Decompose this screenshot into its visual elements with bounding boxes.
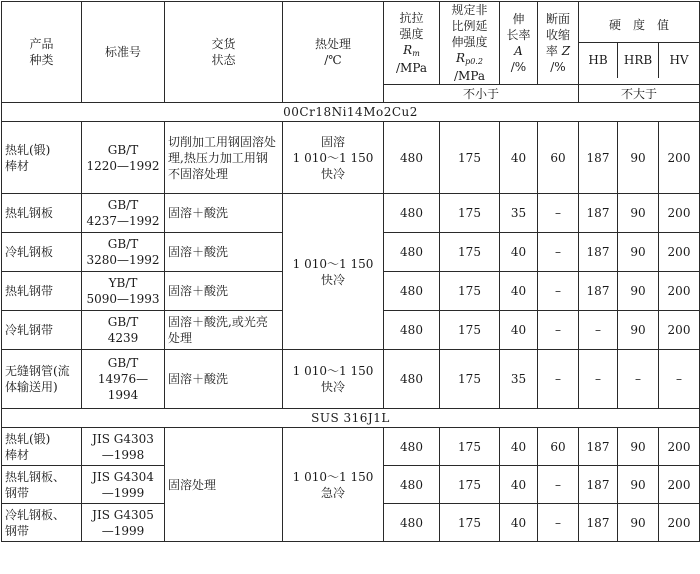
header-tensile: 抗拉 强度 Rm /MPa (384, 2, 440, 85)
cell-hv: 200 (659, 466, 700, 504)
cell-standard: JIS G4305 —1999 (82, 504, 165, 542)
cell-hv: 200 (659, 272, 700, 311)
cell-hrb: 90 (618, 428, 659, 466)
cell-a: 35 (500, 194, 538, 233)
cell-rm: 480 (384, 350, 440, 409)
cell-hb: 187 (579, 194, 618, 233)
cell-product: 热轧钢板 (2, 194, 82, 233)
cell-product: 冷轧钢带 (2, 311, 82, 350)
cell-hv: – (659, 350, 700, 409)
cell-hrb: 90 (618, 466, 659, 504)
cell-hrb: 90 (618, 272, 659, 311)
cell-standard: JIS G4304 —1999 (82, 466, 165, 504)
cell-hb: 187 (579, 428, 618, 466)
header-reduction: 断面 收缩 率 Z /% (538, 2, 579, 85)
cell-rm: 480 (384, 122, 440, 194)
cell-z: – (538, 350, 579, 409)
not-more-than: 不大于 (579, 85, 700, 103)
cell-rm: 480 (384, 233, 440, 272)
cell-hv: 200 (659, 122, 700, 194)
cell-rp: 175 (440, 194, 500, 233)
cell-standard: GB/T 4237—1992 (82, 194, 165, 233)
cell-a: 40 (500, 504, 538, 542)
header-hv: HV (669, 53, 689, 67)
cell-hv: 200 (659, 311, 700, 350)
cell-hb: 187 (579, 233, 618, 272)
cell-hb: 187 (579, 122, 618, 194)
cell-heat: 1 010～1 150 快冷 (283, 350, 384, 409)
cell-hb: – (579, 311, 618, 350)
section-title: 00Cr18Ni14Mo2Cu2 (2, 103, 700, 122)
cell-product: 热轧钢板、 钢带 (2, 466, 82, 504)
cell-z: – (538, 504, 579, 542)
cell-hv: 200 (659, 194, 700, 233)
section-title-row (2, 409, 700, 428)
cell-a: 40 (500, 311, 538, 350)
not-less-than: 不小于 (384, 85, 579, 103)
header-hb: HB (579, 43, 618, 78)
cell-product: 无缝钢管(流体输送用) (2, 350, 82, 409)
cell-standard: JIS G4303 —1998 (82, 428, 165, 466)
cell-heat-shared: 1 010～1 150 急冷 (283, 428, 384, 542)
cell-heat-shared: 1 010～1 150 快冷 (283, 194, 384, 350)
cell-rm: 480 (384, 194, 440, 233)
cell-hrb: 90 (618, 194, 659, 233)
cell-heat: 固溶 1 010～1 150 快冷 (283, 122, 384, 194)
table-row (2, 122, 700, 194)
cell-product: 热轧(锻) 棒材 (2, 428, 82, 466)
header-heat-treatment: 热处理 /℃ (283, 2, 384, 103)
cell-rp: 175 (440, 311, 500, 350)
cell-rm: 480 (384, 504, 440, 542)
cell-hv: 200 (659, 233, 700, 272)
cell-product: 冷轧钢板、 钢带 (2, 504, 82, 542)
cell-standard: GB/T 4239 (82, 311, 165, 350)
cell-hv: 200 (659, 504, 700, 542)
cell-hb: 187 (579, 466, 618, 504)
cell-delivery-shared: 固溶处理 (165, 428, 283, 542)
cell-a: 40 (500, 428, 538, 466)
cell-standard: GB/T 14976—1994 (82, 350, 165, 409)
cell-delivery: 固溶＋酸洗,或光亮处理 (165, 311, 283, 350)
cell-delivery: 固溶＋酸洗 (165, 194, 283, 233)
cell-z: – (538, 272, 579, 311)
cell-delivery: 切削加工用钢固溶处理,热压力加工用钢不固溶处理 (165, 122, 283, 194)
cell-rm: 480 (384, 311, 440, 350)
header-product: 产品 种类 (2, 2, 82, 103)
cell-product: 冷轧钢板 (2, 233, 82, 272)
cell-hrb: 90 (618, 311, 659, 350)
section-title: SUS 316J1L (2, 409, 700, 428)
table-row (2, 428, 700, 466)
cell-standard: GB/T 1220—1992 (82, 122, 165, 194)
header-hrb: HRB (618, 43, 659, 78)
cell-hrb: 90 (618, 504, 659, 542)
cell-hrb: 90 (618, 233, 659, 272)
table-row (2, 194, 700, 233)
cell-rm: 480 (384, 466, 440, 504)
cell-delivery: 固溶＋酸洗 (165, 350, 283, 409)
table-row (2, 350, 700, 409)
cell-rp: 175 (440, 350, 500, 409)
cell-rp: 175 (440, 233, 500, 272)
cell-rp: 175 (440, 272, 500, 311)
cell-hrb: – (618, 350, 659, 409)
header-standard: 标准号 (82, 2, 165, 103)
header-hardness (579, 2, 700, 85)
cell-standard: GB/T 3280—1992 (82, 233, 165, 272)
cell-z: – (538, 233, 579, 272)
cell-hb: 187 (579, 504, 618, 542)
section-title-row (2, 103, 700, 122)
cell-z: 60 (538, 428, 579, 466)
cell-rp: 175 (440, 122, 500, 194)
cell-a: 40 (500, 272, 538, 311)
cell-product: 热轧(锻) 棒材 (2, 122, 82, 194)
header-delivery: 交货 状态 (165, 2, 283, 103)
cell-z: – (538, 311, 579, 350)
cell-rm: 480 (384, 272, 440, 311)
cell-a: 40 (500, 122, 538, 194)
cell-a: 40 (500, 466, 538, 504)
cell-hrb: 90 (618, 122, 659, 194)
cell-z: 60 (538, 122, 579, 194)
header-row (2, 2, 700, 85)
cell-hb: 187 (579, 272, 618, 311)
properties-table (1, 1, 700, 542)
header-elongation: 伸 长率 A /% (500, 2, 538, 85)
header-yield: 规定非 比例延 伸强度 Rp0.2 /MPa (440, 2, 500, 85)
cell-standard: YB/T 5090—1993 (82, 272, 165, 311)
cell-a: 40 (500, 233, 538, 272)
cell-rp: 175 (440, 428, 500, 466)
cell-a: 35 (500, 350, 538, 409)
cell-hv: 200 (659, 428, 700, 466)
hardness-title: 硬 度 值 (579, 8, 699, 43)
cell-rm: 480 (384, 428, 440, 466)
cell-z: – (538, 194, 579, 233)
cell-rp: 175 (440, 466, 500, 504)
cell-delivery: 固溶＋酸洗 (165, 272, 283, 311)
cell-product: 热轧钢带 (2, 272, 82, 311)
cell-delivery: 固溶＋酸洗 (165, 233, 283, 272)
cell-z: – (538, 466, 579, 504)
cell-rp: 175 (440, 504, 500, 542)
cell-hb: – (579, 350, 618, 409)
